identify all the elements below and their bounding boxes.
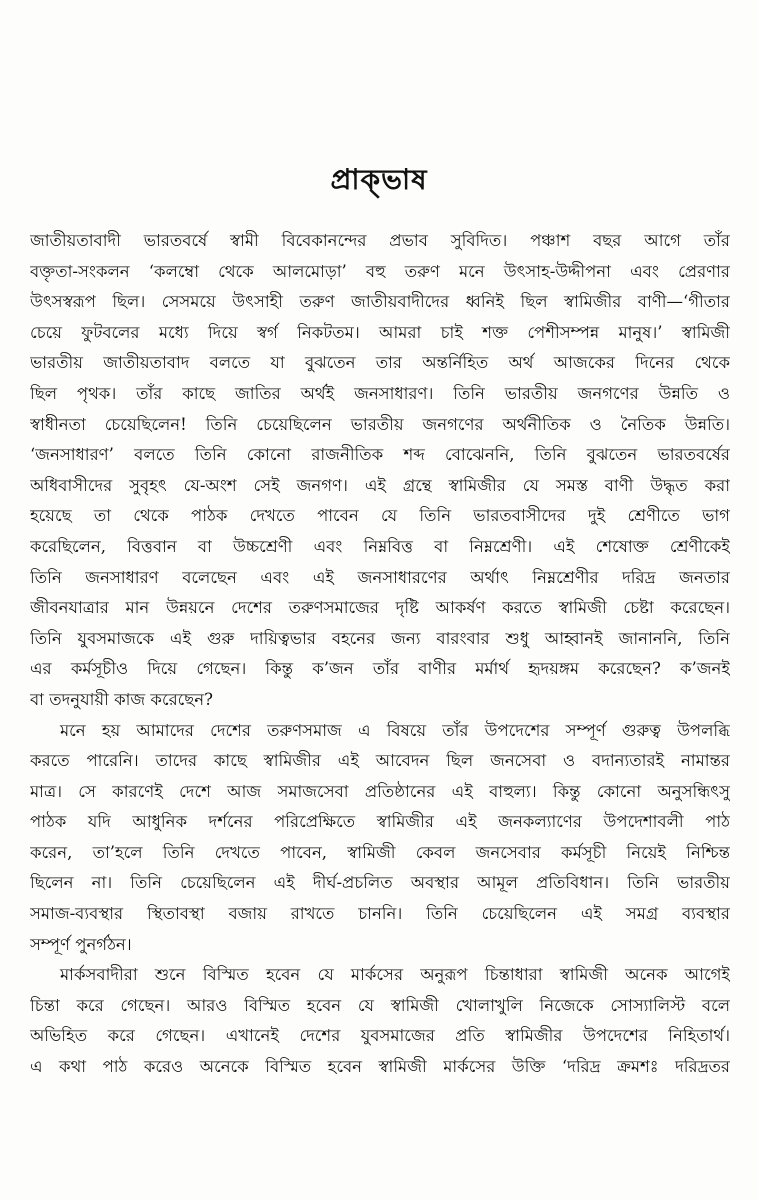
text-line: মনে হয় আমাদের দেশের তরুণসমাজ এ বিষয়ে তাঁর উপদেশের সম্পূর্ণ গুরুত্ব উপলব্ধি (60, 720, 730, 740)
text-line: পাঠক যদি আধুনিক দর্শনের পরিপ্রেক্ষিতে স্বামিজীর এই জনকল্যাণের উপদেশাবলী পাঠ (30, 812, 730, 832)
text-line: স্বাধীনতা চেয়েছিলেন! তিনি চেয়েছিলেন ভারতীয় জনগণের অর্থনীতিক ও নৈতিক উন্নতি। (30, 414, 730, 434)
text-line: মার্কসবাদীরা শুনে বিস্মিত হবেন যে মার্কসের অনুরূপ চিন্তাধারা স্বামিজী অনেক আগেই (60, 965, 730, 985)
text-line: তিনি যুবসমাজকে এই গুরু দায়িত্বভার বহনের জন্য বারংবার শুধু আহ্বানই জানাননি, তিনি (30, 628, 730, 648)
page-title: প্রাক্‌ভাষ (330, 163, 428, 196)
text-line: সম্পূর্ণ পুনর্গঠন। (30, 934, 132, 954)
paragraph-3 (30, 960, 730, 1082)
text-line: সমাজ-ব্যবস্থার স্থিতাবস্থা বজায় রাখতে চাননি। তিনি চেয়েছিলেন এই সমগ্র ব্যবস্থার (30, 904, 730, 924)
text-line: জীবনযাত্রার মান উন্নয়নে দেশের তরুণসমাজের দৃষ্টি আকর্ষণ করতে স্বামিজী চেষ্টা করেছেন। (30, 598, 730, 618)
text-line: এর কর্মসূচীও দিয়ে গেছেন। কিন্তু ক’জন তাঁর বাণীর মর্মার্থ হৃদয়ঙ্গম করেছেন? ক’জনই (30, 659, 730, 679)
text-line: হয়েছে তা থেকে পাঠক দেখতে পাবেন যে তিনি ভারতবাসীদের দুই শ্রেণীতে ভাগ (30, 506, 730, 526)
text-line: জাতীয়তাবাদী ভারতবর্ষে স্বামী বিবেকানন্দের প্রভাব সুবিদিত। পঞ্চাশ বছর আগে তাঁর (30, 231, 730, 250)
text-line: বক্তৃতা-সংকলন ‘কলম্বো থেকে আলমোড়া’ বহু তরুণ মনে উৎসাহ-উদ্দীপনা এবং প্রেরণার (30, 261, 730, 281)
text-line: করতে পারেনি। তাদের কাছে স্বামিজীর এই আবেদন ছিল জনসেবা ও বদান্যতারই নামান্তর (30, 751, 730, 771)
text-line: চেয়ে ফুটবলের মধ্যে দিয়ে স্বর্গ নিকটতম। আমরা চাই শক্ত পেশীসম্পন্ন মানুষ।’ স্বামিজী (30, 322, 730, 342)
text-line: করেন, তা’হলে তিনি দেখতে পাবেন, স্বামিজী কেবল জনসেবার কর্মসূচী নিয়েই নিশ্চিন্ত (30, 842, 730, 862)
text-line: ছিল পৃথক। তাঁর কাছে জাতির অর্থই জনসাধারণ। তিনি ভারতীয় জনগণের উন্নতি ও (30, 383, 730, 403)
text-line: উৎসস্বরূপ ছিল। সেসময়ে উৎসাহী তরুণ জাতীয়বাদীদের ধ্বনিই ছিল স্বামিজীর বাণী—‘গীতার (30, 292, 730, 312)
page-body (30, 226, 730, 1083)
text-line: মাত্র। সে কারণেই দেশে আজ সমাজসেবা প্রতিষ্ঠানের এই বাহুল্য। কিন্তু কোনো অনুসন্ধিৎসু (30, 781, 730, 801)
text-line: চিন্তা করে গেছেন। আরও বিস্মিত হবেন যে স্বামিজী খোলাখুলি নিজেকে সোস্যালিস্ট বলে (30, 995, 730, 1015)
text-line: করেছিলেন, বিত্তবান বা উচ্চশ্রেণী এবং নিম্নবিত্ত বা নিম্নশ্রেণী। এই শেষোক্ত শ্রেণীকেই (30, 536, 730, 556)
text-line: ‘জনসাধারণ’ বলতে তিনি কোনো রাজনীতিক শব্দ বোঝেননি, তিনি বুঝতেন ভারতবর্ষের (30, 445, 730, 465)
text-line: অধিবাসীদের সুবৃহৎ যে-অংশ সেই জনগণ। এই গ্রন্থে স্বামিজীর যে সমস্ত বাণী উদ্ধৃত করা (30, 475, 730, 495)
text-line: বা তদনুযায়ী কাজ করেছেন? (30, 689, 213, 709)
text-line: ভারতীয় জাতীয়তাবাদ বলতে যা বুঝতেন তার অন্তর্নিহিত অর্থ আজকের দিনের থেকে (30, 353, 730, 373)
text-line: ছিলেন না। তিনি চেয়েছিলেন এই দীর্ঘ-প্রচলিত অবস্থার আমূল প্রতিবিধান। তিনি ভারতীয় (30, 873, 730, 893)
text-line: তিনি জনসাধারণ বলেছেন এবং এই জনসাধারণের অর্থাৎ নিম্নশ্রেণীর দরিদ্র জনতার (30, 567, 730, 587)
paragraph-2 (30, 716, 730, 961)
text-line: অভিহিত করে গেছেন। এখানেই দেশের যুবসমাজের প্রতি স্বামিজীর উপদেশের নিহিতার্থ। (30, 1026, 730, 1046)
paragraph-1 (30, 226, 730, 716)
text-line: এ কথা পাঠ করেও অনেকে বিস্মিত হবেন স্বামিজী মার্কসের উক্তি ‘দরিদ্র ক্রমশঃ দরিদ্রতর (30, 1057, 730, 1077)
